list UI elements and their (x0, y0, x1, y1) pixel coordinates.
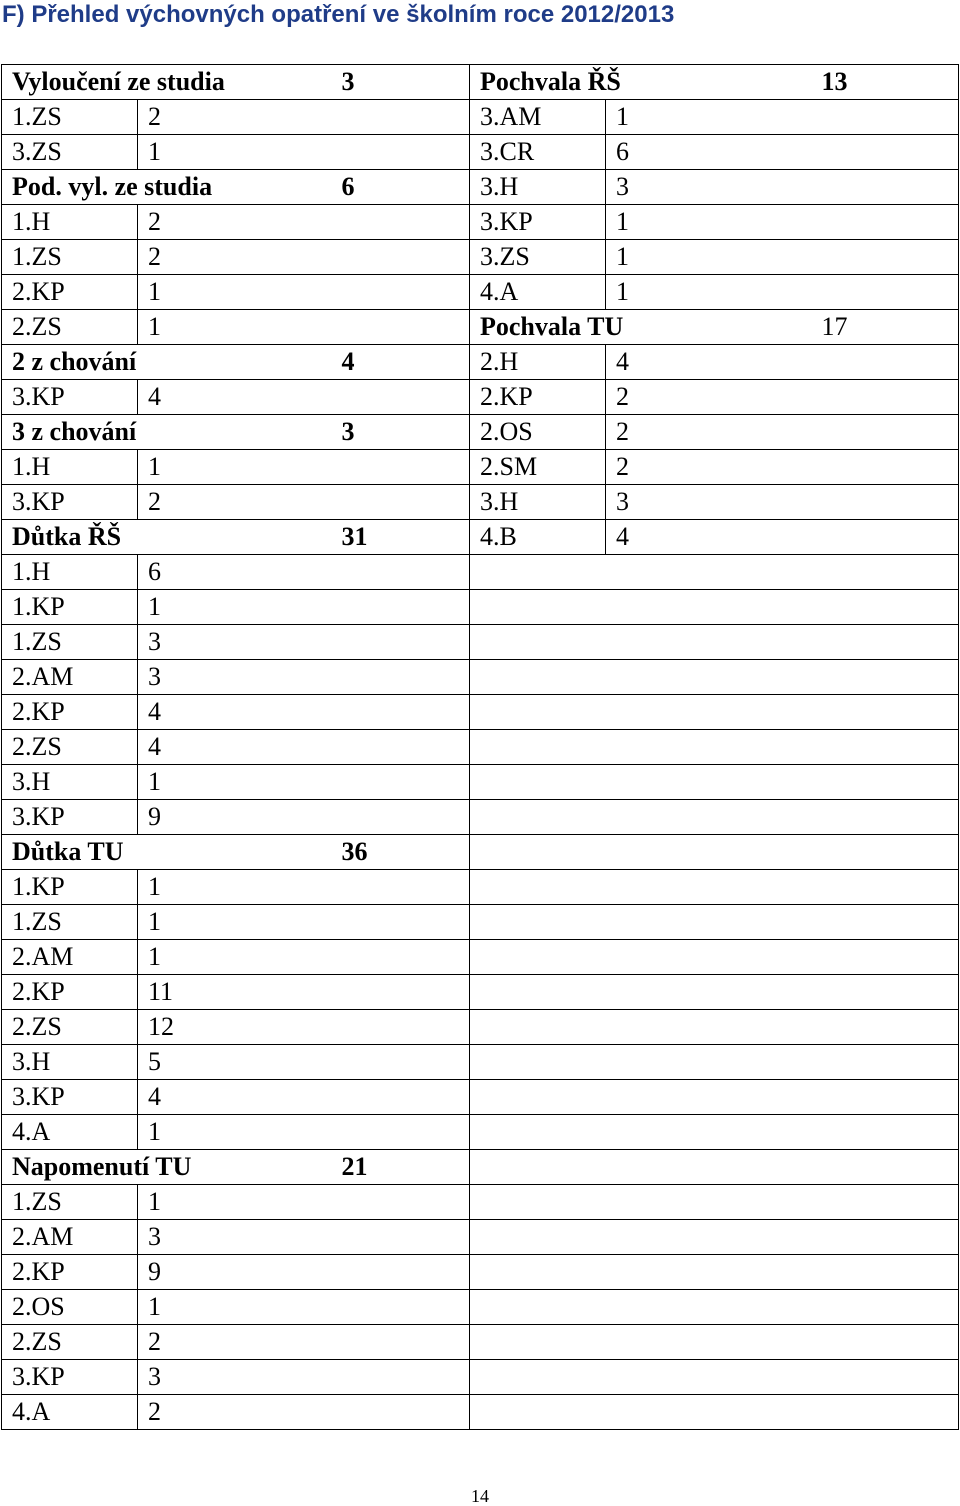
left-total-blank (332, 310, 470, 345)
left-group-total: 21 (332, 1150, 470, 1185)
right-group-total: 13 (812, 65, 959, 100)
left-count-cell: 4 (138, 730, 332, 765)
right-empty-cell (470, 975, 606, 1010)
right-count-cell: 1 (606, 275, 812, 310)
right-empty-cell (812, 1010, 959, 1045)
right-empty-cell (470, 835, 606, 870)
right-class-cell: 3.ZS (470, 240, 606, 275)
left-total-blank (332, 800, 470, 835)
right-empty-cell (812, 1150, 959, 1185)
right-count-cell: 3 (606, 170, 812, 205)
table-row (2, 380, 959, 415)
measures-table (1, 64, 959, 1430)
right-total-blank (812, 415, 959, 450)
table-row (2, 1185, 959, 1220)
right-empty-cell (812, 660, 959, 695)
left-total-blank (332, 940, 470, 975)
right-empty-cell (606, 590, 812, 625)
left-total-blank (332, 380, 470, 415)
right-class-cell: 3.KP (470, 205, 606, 240)
right-class-cell: 2.SM (470, 450, 606, 485)
table-row (2, 240, 959, 275)
right-empty-cell (606, 1220, 812, 1255)
left-count-cell: 2 (138, 1325, 332, 1360)
right-empty-cell (606, 555, 812, 590)
left-class-cell: 2.ZS (2, 1325, 138, 1360)
page-number: 14 (471, 1486, 489, 1506)
left-total-blank (332, 590, 470, 625)
left-class-cell: 2.OS (2, 1290, 138, 1325)
left-class-cell: 3.KP (2, 380, 138, 415)
left-total-blank (332, 870, 470, 905)
right-empty-cell (812, 835, 959, 870)
left-group-total: 3 (332, 65, 470, 100)
right-empty-cell (812, 1290, 959, 1325)
left-class-cell: 1.ZS (2, 100, 138, 135)
right-empty-cell (606, 730, 812, 765)
left-count-cell: 1 (138, 135, 332, 170)
right-empty-cell (606, 1325, 812, 1360)
right-total-blank (812, 380, 959, 415)
right-empty-cell (606, 1080, 812, 1115)
right-empty-cell (606, 660, 812, 695)
right-count-cell: 1 (606, 240, 812, 275)
left-total-blank (332, 1360, 470, 1395)
left-count-cell: 1 (138, 590, 332, 625)
right-empty-cell (606, 695, 812, 730)
table-row (2, 415, 959, 450)
table-row (2, 975, 959, 1010)
left-group-label: 3 z chování (2, 415, 332, 450)
right-empty-cell (470, 1045, 606, 1080)
table-row (2, 1255, 959, 1290)
right-empty-cell (470, 625, 606, 660)
right-empty-cell (470, 590, 606, 625)
right-empty-cell (606, 1290, 812, 1325)
table-row (2, 1290, 959, 1325)
left-total-blank (332, 975, 470, 1010)
left-group-label: Pod. vyl. ze studia (2, 170, 332, 205)
left-group-total: 4 (332, 345, 470, 380)
left-count-cell: 5 (138, 1045, 332, 1080)
left-total-blank (332, 1290, 470, 1325)
right-empty-cell (606, 800, 812, 835)
right-empty-cell (606, 870, 812, 905)
right-empty-cell (470, 800, 606, 835)
right-empty-cell (606, 905, 812, 940)
table-row (2, 345, 959, 380)
left-class-cell: 3.H (2, 765, 138, 800)
right-empty-cell (606, 1150, 812, 1185)
right-empty-cell (606, 1045, 812, 1080)
left-total-blank (332, 730, 470, 765)
right-total-blank (812, 170, 959, 205)
right-total-blank (812, 240, 959, 275)
right-empty-cell (606, 1010, 812, 1045)
right-empty-cell (470, 1255, 606, 1290)
right-empty-cell (812, 590, 959, 625)
left-total-blank (332, 1220, 470, 1255)
table-row (2, 870, 959, 905)
right-empty-cell (812, 1115, 959, 1150)
left-class-cell: 1.ZS (2, 240, 138, 275)
left-count-cell: 6 (138, 555, 332, 590)
left-class-cell: 4.A (2, 1395, 138, 1430)
left-count-cell: 1 (138, 1290, 332, 1325)
table-row (2, 135, 959, 170)
left-total-blank (332, 1325, 470, 1360)
left-class-cell: 2.KP (2, 975, 138, 1010)
table-row (2, 1045, 959, 1080)
table-row (2, 275, 959, 310)
right-empty-cell (470, 905, 606, 940)
table-row (2, 1325, 959, 1360)
left-class-cell: 3.ZS (2, 135, 138, 170)
right-count-cell: 2 (606, 380, 812, 415)
left-class-cell: 2.AM (2, 660, 138, 695)
left-group-label: Napomenutí TU (2, 1150, 332, 1185)
left-group-total: 36 (332, 835, 470, 870)
left-count-cell: 1 (138, 310, 332, 345)
right-empty-cell (606, 1255, 812, 1290)
right-empty-cell (470, 730, 606, 765)
left-count-cell: 9 (138, 800, 332, 835)
left-count-cell: 4 (138, 1080, 332, 1115)
right-count-cell: 1 (606, 100, 812, 135)
left-count-cell: 3 (138, 625, 332, 660)
table-row (2, 1395, 959, 1430)
right-empty-cell (470, 870, 606, 905)
right-group-total: 17 (812, 310, 959, 345)
right-total-blank (812, 275, 959, 310)
left-class-cell: 3.H (2, 1045, 138, 1080)
left-class-cell: 3.KP (2, 1080, 138, 1115)
left-class-cell: 3.KP (2, 1360, 138, 1395)
right-class-cell: 2.OS (470, 415, 606, 450)
right-total-blank (812, 485, 959, 520)
left-total-blank (332, 240, 470, 275)
right-class-cell: 4.A (470, 275, 606, 310)
left-class-cell: 4.A (2, 1115, 138, 1150)
table-row (2, 1080, 959, 1115)
left-total-blank (332, 450, 470, 485)
right-empty-cell (812, 870, 959, 905)
right-count-cell: 4 (606, 345, 812, 380)
right-empty-cell (812, 730, 959, 765)
right-total-blank (812, 100, 959, 135)
right-count-cell: 3 (606, 485, 812, 520)
left-count-cell: 2 (138, 100, 332, 135)
right-empty-cell (812, 1255, 959, 1290)
right-empty-cell (812, 1360, 959, 1395)
left-count-cell: 1 (138, 1185, 332, 1220)
right-empty-cell (812, 695, 959, 730)
left-class-cell: 2.ZS (2, 310, 138, 345)
right-count-cell: 2 (606, 415, 812, 450)
left-total-blank (332, 1080, 470, 1115)
table-row (2, 1115, 959, 1150)
left-class-cell: 1.KP (2, 870, 138, 905)
right-count-cell: 4 (606, 520, 812, 555)
table-row (2, 100, 959, 135)
right-empty-cell (606, 1395, 812, 1430)
left-total-blank (332, 555, 470, 590)
left-count-cell: 4 (138, 380, 332, 415)
left-total-blank (332, 275, 470, 310)
table-row (2, 940, 959, 975)
table-row (2, 590, 959, 625)
table-row (2, 800, 959, 835)
left-class-cell: 1.H (2, 450, 138, 485)
table-row (2, 520, 959, 555)
left-count-cell: 1 (138, 1115, 332, 1150)
right-empty-cell (470, 1325, 606, 1360)
right-class-cell: 3.CR (470, 135, 606, 170)
right-count-cell: 2 (606, 450, 812, 485)
left-total-blank (332, 1185, 470, 1220)
left-count-cell: 3 (138, 660, 332, 695)
right-empty-cell (812, 1045, 959, 1080)
left-class-cell: 2.KP (2, 275, 138, 310)
right-empty-cell (606, 940, 812, 975)
right-empty-cell (470, 940, 606, 975)
left-total-blank (332, 1255, 470, 1290)
left-class-cell: 1.ZS (2, 905, 138, 940)
right-class-cell: 3.H (470, 170, 606, 205)
table-row (2, 170, 959, 205)
left-group-label: 2 z chování (2, 345, 332, 380)
left-total-blank (332, 1395, 470, 1430)
left-total-blank (332, 1045, 470, 1080)
left-count-cell: 1 (138, 870, 332, 905)
right-empty-cell (606, 1185, 812, 1220)
right-empty-cell (606, 765, 812, 800)
left-group-label: Vyloučení ze studia (2, 65, 332, 100)
right-group-label: Pochvala ŘŠ (470, 65, 812, 100)
right-empty-cell (470, 660, 606, 695)
right-empty-cell (606, 625, 812, 660)
right-empty-cell (812, 940, 959, 975)
right-class-cell: 2.H (470, 345, 606, 380)
left-total-blank (332, 135, 470, 170)
right-empty-cell (470, 1360, 606, 1395)
right-empty-cell (812, 1185, 959, 1220)
left-class-cell: 1.ZS (2, 1185, 138, 1220)
left-total-blank (332, 905, 470, 940)
right-empty-cell (470, 1220, 606, 1255)
table-row (2, 450, 959, 485)
right-empty-cell (606, 1115, 812, 1150)
left-class-cell: 2.AM (2, 1220, 138, 1255)
left-total-blank (332, 625, 470, 660)
left-count-cell: 3 (138, 1220, 332, 1255)
table-row (2, 1220, 959, 1255)
right-empty-cell (470, 555, 606, 590)
right-empty-cell (470, 695, 606, 730)
left-total-blank (332, 660, 470, 695)
left-count-cell: 4 (138, 695, 332, 730)
left-group-total: 3 (332, 415, 470, 450)
right-total-blank (812, 520, 959, 555)
right-class-cell: 3.H (470, 485, 606, 520)
left-class-cell: 1.ZS (2, 625, 138, 660)
left-count-cell: 11 (138, 975, 332, 1010)
table-row (2, 660, 959, 695)
left-count-cell: 1 (138, 275, 332, 310)
right-empty-cell (470, 765, 606, 800)
right-empty-cell (470, 1010, 606, 1045)
left-count-cell: 2 (138, 485, 332, 520)
right-empty-cell (812, 975, 959, 1010)
right-count-cell: 1 (606, 205, 812, 240)
left-count-cell: 1 (138, 765, 332, 800)
right-empty-cell (470, 1150, 606, 1185)
left-class-cell: 3.KP (2, 485, 138, 520)
left-class-cell: 2.KP (2, 1255, 138, 1290)
table-row (2, 1150, 959, 1185)
left-group-total: 6 (332, 170, 470, 205)
right-empty-cell (812, 555, 959, 590)
table-row (2, 695, 959, 730)
table-row (2, 625, 959, 660)
table-row (2, 310, 959, 345)
right-total-blank (812, 450, 959, 485)
right-class-cell: 3.AM (470, 100, 606, 135)
table-row (2, 1360, 959, 1395)
right-empty-cell (812, 765, 959, 800)
right-empty-cell (812, 800, 959, 835)
table-row (2, 485, 959, 520)
left-class-cell: 2.AM (2, 940, 138, 975)
left-class-cell: 1.H (2, 205, 138, 240)
table-row (2, 905, 959, 940)
left-count-cell: 3 (138, 1360, 332, 1395)
right-empty-cell (606, 1360, 812, 1395)
page-title: F) Přehled výchovných opatření ve školním roce 2012/2013 (2, 1, 675, 28)
left-count-cell: 1 (138, 905, 332, 940)
right-group-label: Pochvala TU (470, 310, 812, 345)
left-total-blank (332, 485, 470, 520)
table-row (2, 765, 959, 800)
right-empty-cell (470, 1115, 606, 1150)
left-class-cell: 2.ZS (2, 1010, 138, 1045)
table-row (2, 205, 959, 240)
right-total-blank (812, 135, 959, 170)
right-empty-cell (812, 1325, 959, 1360)
left-total-blank (332, 695, 470, 730)
left-group-label: Důtka ŘŠ (2, 520, 332, 555)
right-empty-cell (470, 1080, 606, 1115)
right-empty-cell (470, 1395, 606, 1430)
right-class-cell: 4.B (470, 520, 606, 555)
left-count-cell: 2 (138, 1395, 332, 1430)
table-row (2, 555, 959, 590)
table-row (2, 1010, 959, 1045)
right-empty-cell (470, 1290, 606, 1325)
left-class-cell: 1.H (2, 555, 138, 590)
right-empty-cell (812, 625, 959, 660)
left-count-cell: 2 (138, 240, 332, 275)
right-empty-cell (812, 1080, 959, 1115)
table-row (2, 730, 959, 765)
left-count-cell: 9 (138, 1255, 332, 1290)
left-count-cell: 2 (138, 205, 332, 240)
right-empty-cell (812, 1220, 959, 1255)
right-empty-cell (606, 835, 812, 870)
right-empty-cell (812, 1395, 959, 1430)
left-class-cell: 3.KP (2, 800, 138, 835)
left-total-blank (332, 100, 470, 135)
left-count-cell: 1 (138, 450, 332, 485)
left-class-cell: 2.KP (2, 695, 138, 730)
measures-table-body (2, 65, 959, 1430)
table-row (2, 835, 959, 870)
table-row (2, 65, 959, 100)
right-count-cell: 6 (606, 135, 812, 170)
left-class-cell: 2.ZS (2, 730, 138, 765)
right-total-blank (812, 345, 959, 380)
left-total-blank (332, 765, 470, 800)
right-empty-cell (812, 905, 959, 940)
right-total-blank (812, 205, 959, 240)
right-empty-cell (606, 975, 812, 1010)
left-total-blank (332, 1115, 470, 1150)
left-total-blank (332, 205, 470, 240)
left-group-total: 31 (332, 520, 470, 555)
left-class-cell: 1.KP (2, 590, 138, 625)
right-empty-cell (470, 1185, 606, 1220)
right-class-cell: 2.KP (470, 380, 606, 415)
left-count-cell: 1 (138, 940, 332, 975)
left-group-label: Důtka TU (2, 835, 332, 870)
left-count-cell: 12 (138, 1010, 332, 1045)
left-total-blank (332, 1010, 470, 1045)
